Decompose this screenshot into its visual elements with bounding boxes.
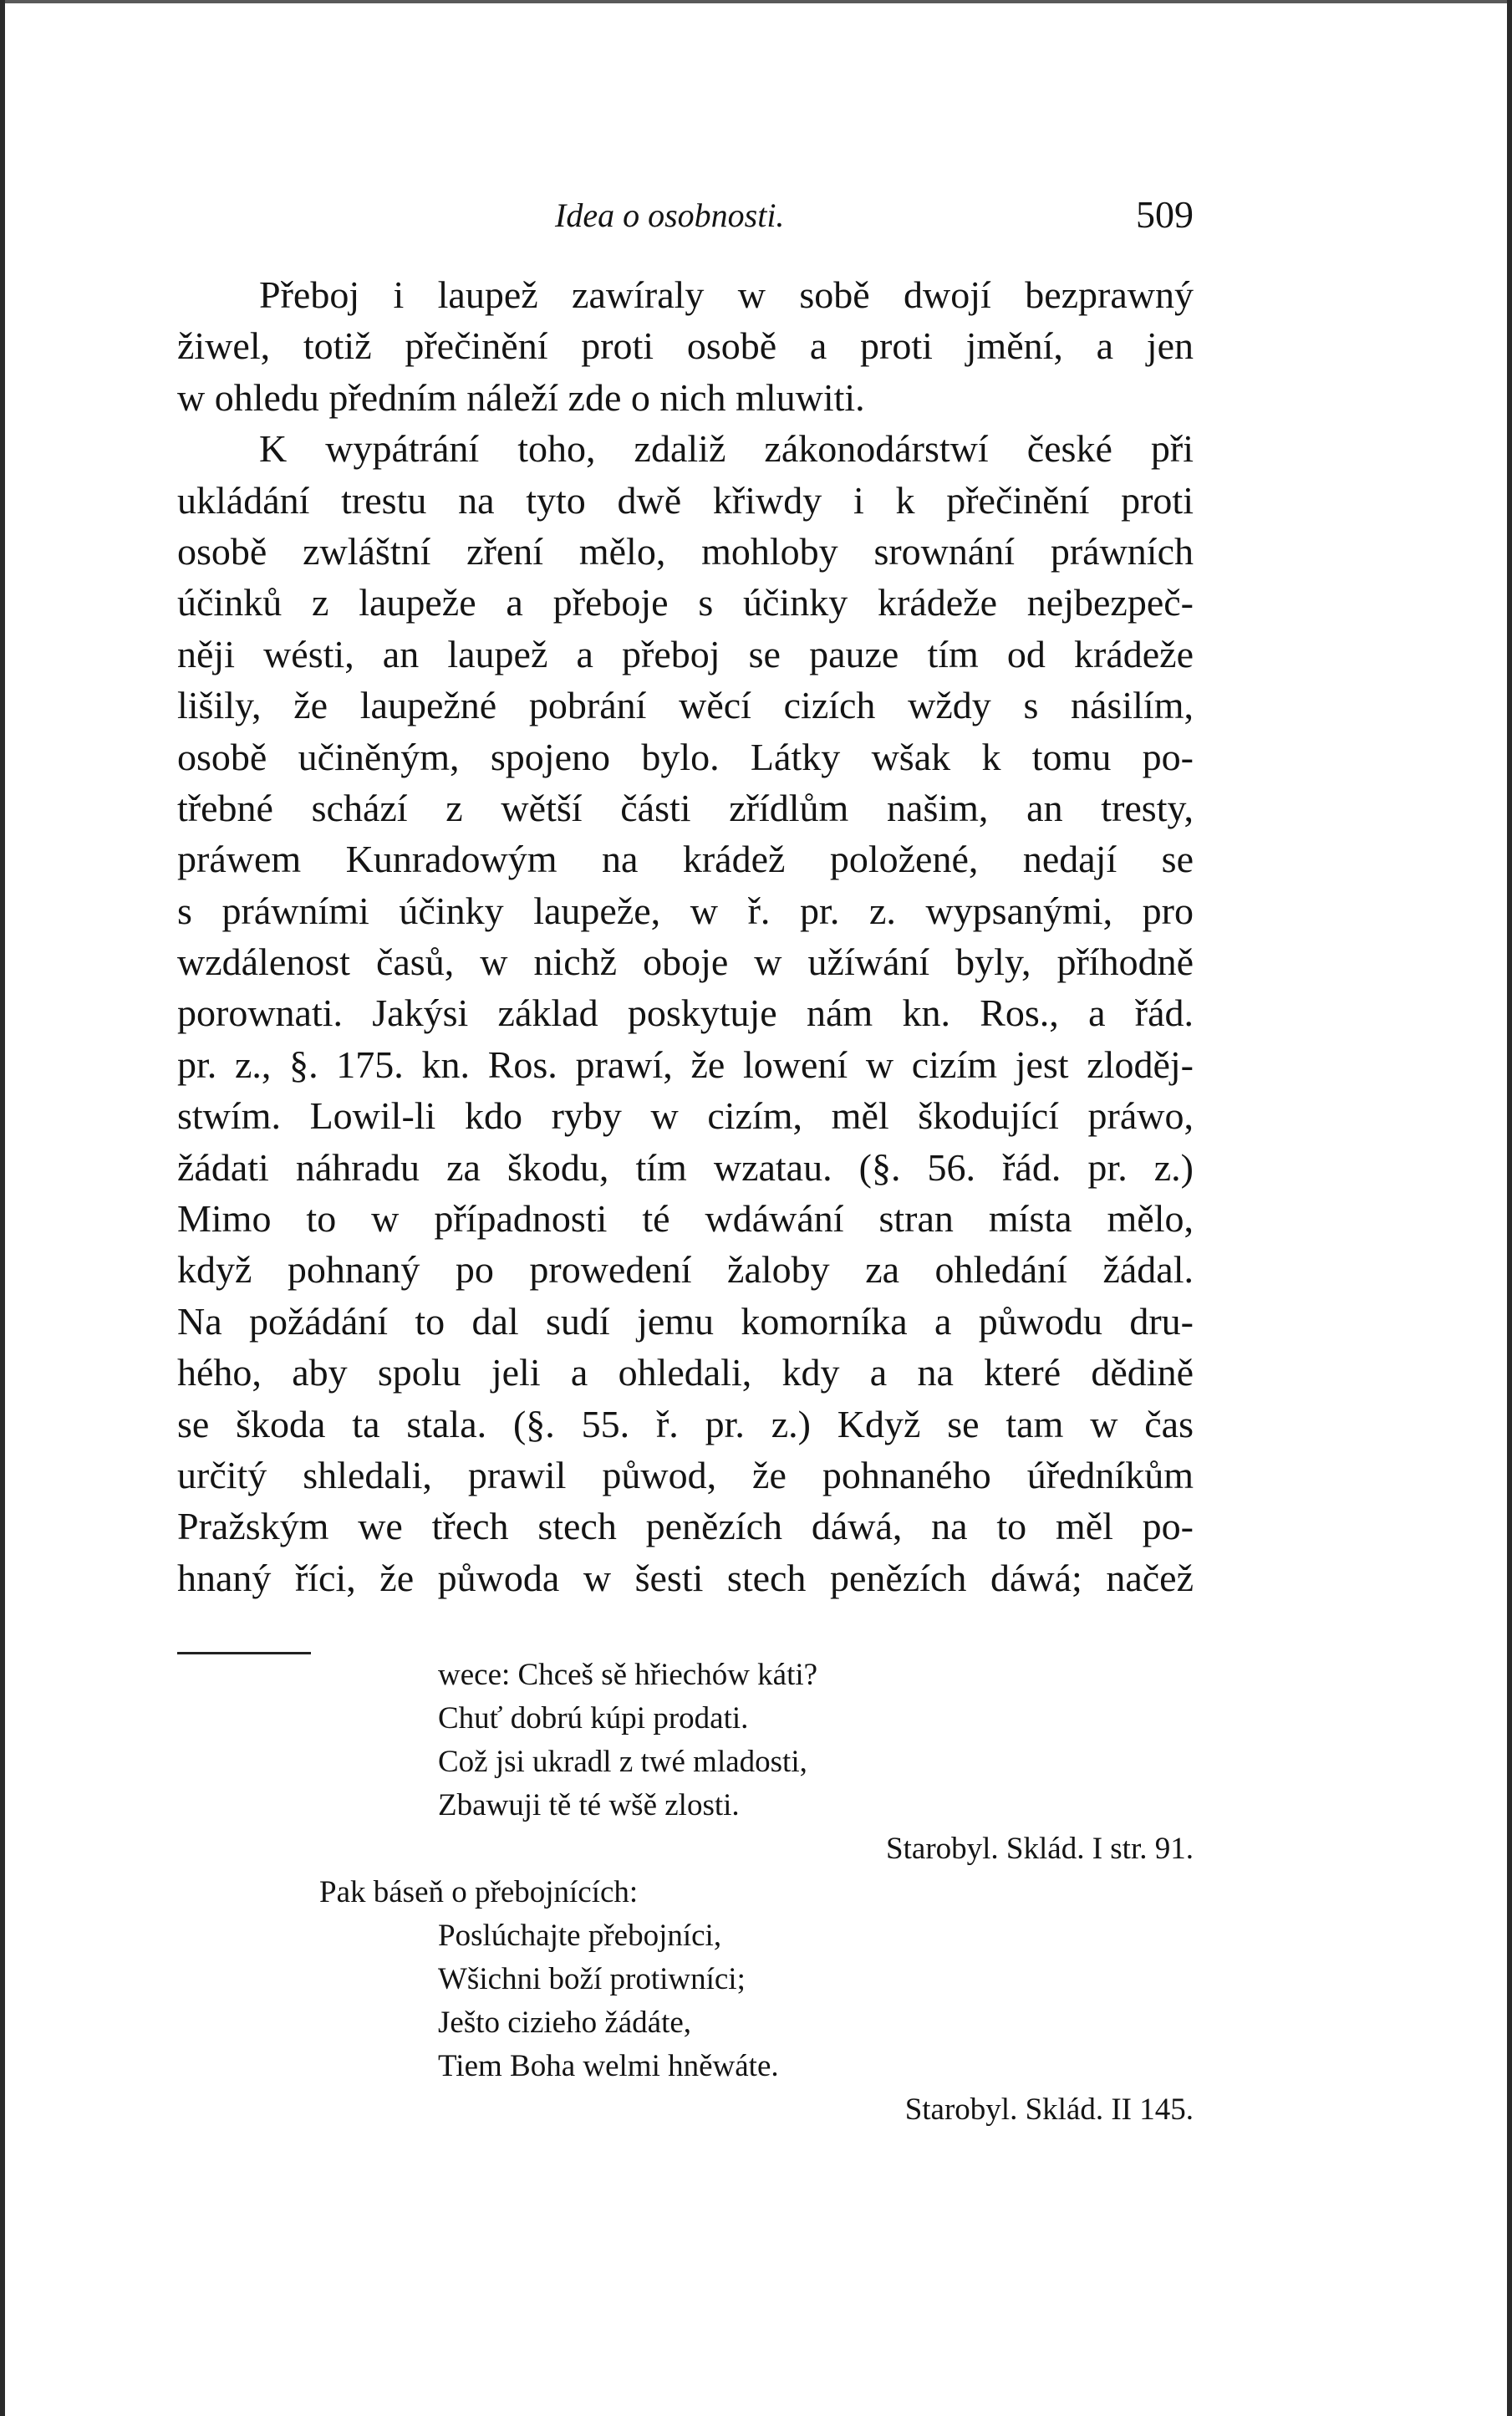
footnote-verse: Poslúchajte přebojníci,	[438, 1919, 722, 1953]
body-line: žiwel, totiž přečinění proti osobě a proti jmění, a jen	[177, 324, 1194, 368]
footnote-citation: Starobyl. Sklád. I str. 91.	[886, 1832, 1194, 1866]
body-line: hnaný říci, že půwoda w šesti stech penězích dáwá; načež	[177, 1556, 1194, 1599]
body-line: Na požádání to dal sudí jemu komorníka a půwodu dru-	[177, 1299, 1194, 1343]
body-line: lišily, že laupežné pobrání wěcí cizích wždy s násilím,	[177, 684, 1194, 727]
body-text	[177, 269, 1194, 1603]
body-line: když pohnaný po prowedení žaloby za ohledání žádal.	[177, 1248, 1194, 1292]
body-line: K wypátrání toho, zdaliž zákonodárstwí české při	[259, 427, 1194, 471]
scan-left-edge	[0, 0, 5, 2416]
body-line: porownati. Jakýsi základ poskytuje nám kn. Ros., a řád.	[177, 991, 1194, 1035]
body-line: s práwními účinky laupeže, w ř. pr. z. wypsanými, pro	[177, 889, 1194, 932]
body-line: stwím. Lowil-li kdo ryby w cizím, měl škodující práwo,	[177, 1094, 1194, 1138]
body-line: osobě zwláštní zření mělo, mohloby srownání práwních	[177, 529, 1194, 573]
page-number: 509	[1136, 193, 1194, 236]
body-line: účinků z laupeže a přeboje s účinky krádeže nejbezpeč-	[177, 581, 1194, 624]
body-line: určitý shledali, prawil půwod, že pohnaného úředníkům	[177, 1453, 1194, 1496]
body-line: Mimo to w případnosti té wdáwání stran místa mělo,	[177, 1197, 1194, 1241]
footnote-citation: Starobyl. Sklád. II 145.	[904, 2092, 1194, 2127]
footnote-rule	[177, 1652, 311, 1654]
body-line: pr. z., §. 175. kn. Ros. prawí, že lowení w cizím jest zloděj-	[177, 1042, 1194, 1086]
footnote-verse: Chuť dobrú kúpi prodati.	[438, 1701, 749, 1736]
body-line: Pražským we třech stech penězích dáwá, na to měl po-	[177, 1505, 1194, 1548]
footnote-verse: Wšichni boží protiwníci;	[438, 1962, 746, 1996]
body-line: se škoda ta stala. (§. 55. ř. pr. z.) Když se tam w čas	[177, 1402, 1194, 1445]
footnote-verse: wece: Chceš sě hřiechów káti?	[438, 1658, 818, 1692]
body-line: Přeboj i laupež zawíraly w sobě dwojí bezprawný	[259, 273, 1194, 316]
body-line: w ohledu předním náleží zde o nich mluwiti.	[177, 375, 865, 419]
body-line: hého, aby spolu jeli a ohledali, kdy a na které dědině	[177, 1351, 1194, 1394]
body-line: něji wésti, an laupež a přeboj se pauze tím od krádeže	[177, 632, 1194, 675]
footnote-verse: Tiem Boha welmi hněwáte.	[438, 2049, 779, 2083]
scan-top-edge	[0, 0, 1512, 3]
body-line: osobě učiněným, spojeno bylo. Látky wšak k tomu po-	[177, 735, 1194, 778]
body-line: žádati náhradu za škodu, tím wzatau. (§. 56. řád. pr. z.)	[177, 1145, 1194, 1189]
footnote-verse: Ješto cizieho žádáte,	[438, 2006, 692, 2040]
scan-right-edge	[1507, 0, 1512, 2416]
body-line: práwem Kunradowým na krádež položené, nedají se	[177, 838, 1194, 881]
footnote-verse: Což jsi ukradl z twé mladosti,	[438, 1745, 807, 1779]
running-head	[177, 192, 1194, 242]
body-line: třebné schází z wětší části zřídlům našim, an tresty,	[177, 786, 1194, 829]
footnote-intro-text: Pak báseň o přebojnících:	[319, 1875, 639, 1909]
footnote-verse: Zbawuji tě té wšě zlosti.	[438, 1788, 740, 1822]
body-line: ukládání trestu na tyto dwě křiwdy i k přečinění proti	[177, 478, 1194, 522]
running-title: Idea o osobnosti.	[555, 196, 785, 234]
body-line: wzdálenost časů, w nichž oboje w užíwání byly, příhodně	[177, 940, 1194, 984]
footnote-intro	[319, 1874, 638, 1910]
